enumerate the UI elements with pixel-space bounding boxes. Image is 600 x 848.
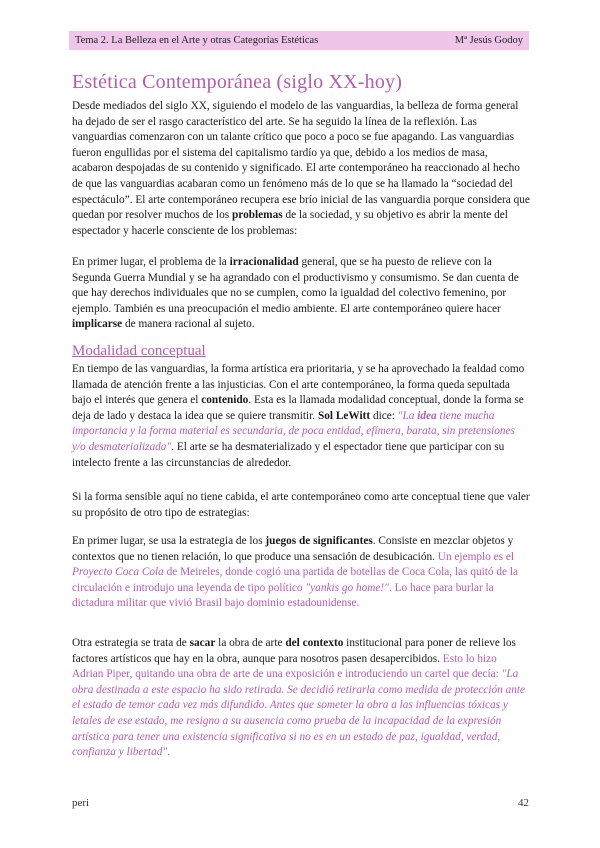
intro-paragraph bbox=[72, 99, 530, 239]
subsection-heading: Modalidad conceptual bbox=[72, 343, 206, 359]
sensible-form-text: Si la forma sensible aquí no tiene cabida, el arte contemporáneo como arte conceptual tiene que valer su propósito de otro tipo de estrategias: bbox=[72, 491, 530, 519]
page-number: 42 bbox=[518, 797, 529, 809]
irr-bold1: irracionalidad bbox=[229, 256, 299, 268]
footer-label: peri bbox=[72, 797, 90, 809]
header-author: Mª Jesús Godoy bbox=[454, 35, 523, 46]
quote-bold: idea bbox=[417, 409, 437, 422]
signifiers-paragraph bbox=[72, 534, 530, 612]
irrationality-paragraph bbox=[72, 255, 530, 333]
quote-pre: "La bbox=[397, 409, 418, 422]
piper-tail: . bbox=[167, 746, 170, 759]
ex-quote: "yankis go home!" bbox=[305, 581, 389, 594]
intro-tail: de la sociedad, y su objetivo es abrir la mente del espectador y hacerle consciente de los problemas: bbox=[72, 209, 508, 237]
ctx-mid2: institucional para poner de relieve los factores artísticos que hay en la obra, aunque para nosotros pasen desapercibidos. bbox=[72, 637, 516, 665]
ctx-pre: Otra estrategia se trata de bbox=[72, 637, 190, 649]
jue-pre: En primer lugar, se usa la estrategia de los bbox=[72, 535, 266, 547]
ex-pre: Un ejemplo es el bbox=[437, 550, 515, 563]
irr-pre: En primer lugar, el problema de la bbox=[72, 256, 230, 268]
ctx-mid1: la obra de arte bbox=[215, 637, 286, 649]
irr-bold2: implicarse bbox=[72, 318, 123, 331]
mod-tail: . El arte se ha desmaterializado y el espectador tiene que participar con su intelecto frente a las circunstancias de alrededor. bbox=[72, 440, 505, 469]
piper-pre: Esto lo hizo Adrian Piper, quitando una obra de arte de una exposición e introduciendo un cartel que decía: bbox=[72, 652, 502, 681]
sensible-form-paragraph bbox=[72, 490, 530, 521]
intro-text: Desde mediados del siglo XX, siguiendo el modelo de las vanguardias, la belleza de forma general ha dejado de ser el rasgo característico del arte. Se ha seguido la línea de la reflexión. Las vanguardias comenzaron con un talante crítico que poco a poco se fue apagando. Las vanguardias fueron engullidas por el sistema del capitalismo tardío ya que, debido a los medios de masa, acabaron despojadas de su contenido y significado. El arte contemporáneo ha reaccionado al hecho de que las vanguardias acabaran como un fenómeno más de lo que se ha llamado la “sociedad del espectáculo”. El arte contemporáneo recupera ese brío inicial de las vanguardia porque considera que quedan por resolver muchos de los bbox=[72, 100, 530, 222]
quote-tail: tiene mucha importancia y la forma material es secundaria, de poca entidad, efímera, barata, sin pretensiones y/o desmaterializada" bbox=[72, 409, 515, 453]
jue-mid: . Consiste en mezclar objetos y contextos que no tienen relación, lo que produce una sensación de desubicación. bbox=[72, 535, 514, 563]
irr-mid: general, que se ha puesto de relieve con la Segunda Guerra Mundial y se ha agrandado con el productivismo y consumismo. Se dan cuenta de que hay derechos individuales que no se cumplen, como la igualdad del colectivo femenino, por ejemplo. También es una preocupación el medio ambiente. El arte contemporáneo quiere hacer bbox=[72, 256, 519, 315]
piper-quote: "La obra destinada a este espacio ha sido retirada. Se decidió retirarla como medida de protección ante el estado de temor cada vez más difundido. Antes que someter la obra a las influencias tóxicas y letales de ese estado, me resigno a su ausencia como prueba de la incapacidad de la expresión artística para tener una existencia significativa si no es en un estado de paz, igualdad, verdad, confianza y libertad" bbox=[72, 668, 526, 759]
ex-mid: de Meireles, donde cogió una partida de botellas de Coca Cola, las quitó de la circulación e introdujo una leyenda de tipo político bbox=[72, 566, 519, 594]
mod-said: dice: bbox=[370, 409, 398, 422]
intro-bold: problemas bbox=[232, 209, 283, 222]
context-paragraph bbox=[72, 636, 530, 761]
ex-italic: Proyecto Coca Cola bbox=[72, 566, 164, 579]
mod-pre: En tiempo de las vanguardias, la forma artística era prioritaria, y se ha aprovechado la fealdad como llamada de atención frente a las injusticias. Con el arte contemporáneo, la forma queda sepultada bajo el interés que genera el bbox=[72, 363, 525, 407]
mod-bold1: contenido bbox=[201, 394, 249, 407]
irr-tail: de manera racional al sujeto. bbox=[122, 318, 255, 331]
page-footer bbox=[72, 797, 529, 809]
mod-bold2: Sol LeWitt bbox=[317, 409, 371, 422]
ex-tail: . Lo hace para burlar la dictadura militar que vivió Brasil bajo dominio estadounidense. bbox=[72, 581, 494, 610]
section-title: Estética Contemporánea (siglo XX-hoy) bbox=[72, 71, 403, 93]
jue-bold: juegos de significantes bbox=[265, 535, 373, 547]
mod-mid: . Esta es la llamada modalidad conceptual, donde la forma se deja de lado y destaca la idea que se quiere transmitir. bbox=[72, 394, 524, 422]
running-header bbox=[69, 31, 529, 50]
piper-example bbox=[72, 653, 525, 759]
header-chapter-title: Tema 2. La Belleza en el Arte y otras Categorías Estéticas bbox=[75, 35, 319, 46]
ctx-bold1: sacar bbox=[189, 637, 216, 649]
ctx-bold2: del contexto bbox=[285, 637, 344, 649]
conceptual-paragraph bbox=[72, 362, 530, 471]
